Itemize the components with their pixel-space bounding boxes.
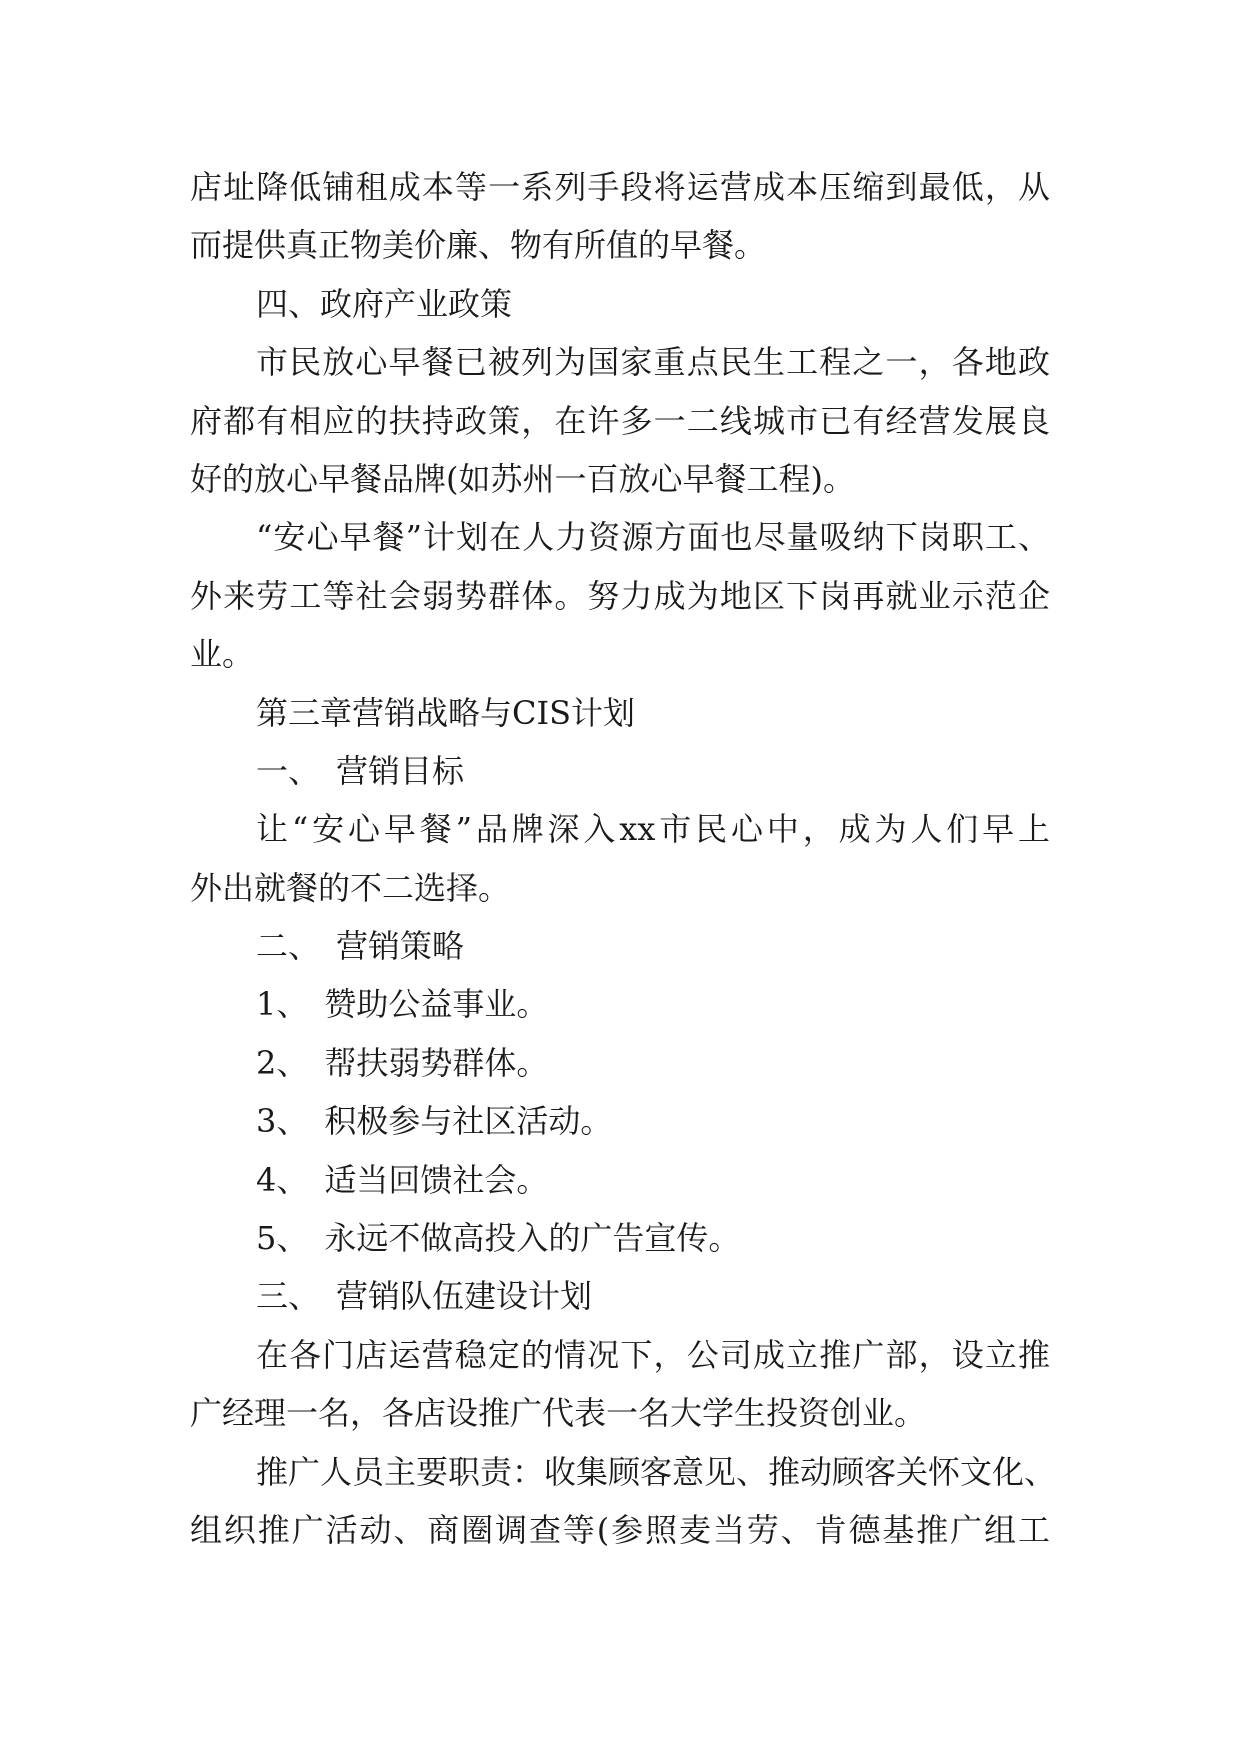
paragraph-line: 广经理一名，各店设推广代表一名大学生投资创业。 (190, 1394, 927, 1433)
list-item: 5、 永远不做高投入的广告宣传。 (256, 1219, 741, 1258)
list-item: 4、 适当回馈社会。 (256, 1160, 549, 1199)
paragraph-line: 店址降低铺租成本等一系列手段将运营成本压缩到最低，从 (190, 168, 1050, 206)
section-heading: 四、政府产业政策 (256, 284, 513, 323)
section-heading: 三、 营销队伍建设计划 (256, 1277, 593, 1316)
section-heading: 一、 营销目标 (256, 751, 465, 790)
document-body (190, 158, 1057, 1559)
list-item: 2、 帮扶弱势群体。 (256, 1043, 549, 1082)
paragraph-line: 组织推广活动、商圈调查等(参照麦当劳、肯德基推广组工 (190, 1510, 1050, 1549)
list-item: 3、 积极参与社区活动。 (256, 1102, 613, 1141)
paragraph-line: 外出就餐的不二选择。 (190, 868, 511, 907)
section-heading: 二、 营销策略 (256, 927, 465, 966)
paragraph-line: “安心早餐”计划在人力资源方面也尽量吸纳下岗职工、 (256, 518, 1050, 557)
paragraph-line: 而提供真正物美价廉、物有所值的早餐。 (190, 226, 767, 265)
paragraph-line: 在各门店运营稳定的情况下，公司成立推广部，设立推 (256, 1335, 1050, 1374)
paragraph-line: 好的放心早餐品牌(如苏州一百放心早餐工程)。 (190, 459, 855, 498)
paragraph-line: 让“安心早餐”品牌深入xx市民心中，成为人们早上 (256, 810, 1050, 849)
paragraph-line: 市民放心早餐已被列为国家重点民生工程之一，各地政 (256, 343, 1050, 382)
paragraph-line: 推广人员主要职责：收集顾客意见、推动顾客关怀文化、 (256, 1452, 1057, 1491)
paragraph-line: 府都有相应的扶持政策，在许多一二线城市已有经营发展良 (190, 401, 1050, 440)
list-item: 1、 赞助公益事业。 (256, 985, 549, 1024)
paragraph-line: 业。 (190, 635, 255, 674)
paragraph-line: 外来劳工等社会弱势群体。努力成为地区下岗再就业示范企 (190, 576, 1050, 615)
chapter-heading: 第三章营销战略与CIS计划 (256, 693, 636, 732)
